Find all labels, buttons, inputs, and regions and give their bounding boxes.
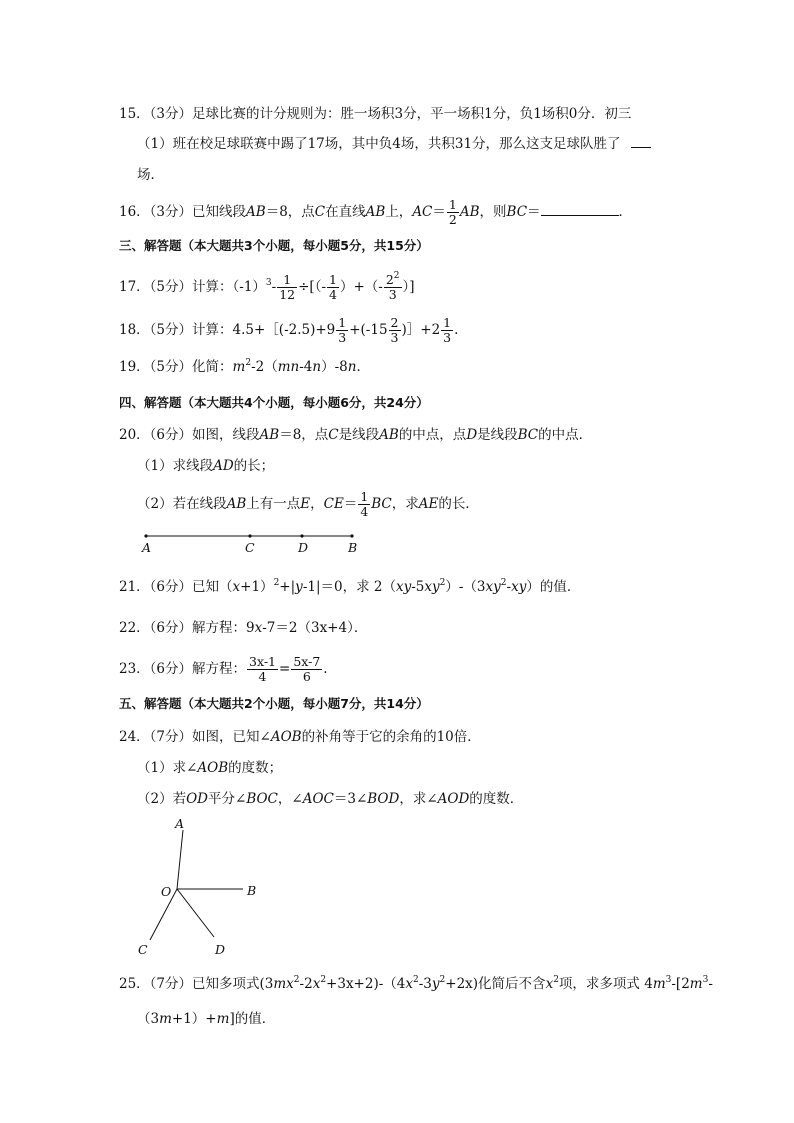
denominator: 6: [302, 669, 311, 684]
math-var: CE: [323, 496, 344, 512]
math-var: AD: [213, 458, 234, 474]
q20-text: 20．（6分）如图，线段: [119, 427, 260, 443]
q17-text: ÷[（-: [298, 279, 327, 295]
q24-text: （2）若: [137, 791, 187, 807]
math-var: xy: [424, 579, 440, 595]
fraction: [327, 273, 339, 302]
math-var: x: [312, 976, 321, 992]
q21-text: -5: [411, 579, 425, 595]
q23-text: =: [279, 661, 291, 677]
q16-text: ．: [618, 204, 633, 220]
q21-text: +1）: [240, 579, 274, 595]
section-5-heading: 五、解答题（本大题共2个小题，每小题7分，共14分）: [119, 696, 429, 711]
q18-text: )］+2: [401, 322, 441, 338]
math-var: AB: [379, 427, 399, 443]
math-var: x: [545, 976, 554, 992]
math-var: mn: [277, 359, 300, 375]
math-var: n: [312, 359, 322, 375]
math-var: AOB: [270, 729, 302, 745]
label-d: D: [215, 942, 226, 957]
q25-text: -2: [299, 976, 313, 992]
q21-text: 21．（6分）已知（: [119, 579, 233, 595]
denominator: 2: [448, 212, 457, 227]
exponent: 3: [265, 278, 272, 288]
math-var: OD: [186, 791, 208, 807]
question-21: [119, 577, 580, 597]
q23-text: 23．（6分）解方程：: [119, 661, 247, 677]
question-25-line-1: [119, 974, 713, 994]
q25-text: -[2: [671, 976, 690, 992]
numerator: 2: [390, 315, 399, 330]
exponent: 2: [439, 975, 446, 985]
q17-text: ）+（-: [339, 279, 383, 295]
denominator: 3: [390, 330, 399, 345]
exponent: 2: [439, 578, 446, 588]
fraction: [384, 273, 402, 302]
math-var: AE: [418, 496, 439, 512]
math-var: BOC: [246, 791, 278, 807]
math-var: y: [295, 579, 303, 595]
math-var: x: [405, 976, 414, 992]
angle-figure: [130, 812, 270, 962]
q25-text: 项，求多项式 4: [558, 976, 653, 992]
math-var: m: [232, 359, 246, 375]
math-var: D: [466, 427, 478, 443]
numerator: 1: [277, 273, 297, 288]
q20-text: 的长；: [233, 458, 275, 474]
label-a: A: [142, 540, 152, 555]
question-22: [119, 618, 367, 638]
exponent: 2: [413, 975, 419, 985]
math-var: E: [300, 496, 311, 512]
label-b: B: [247, 883, 257, 898]
q19-text: -2（: [251, 359, 278, 375]
q21-text: -: [506, 579, 512, 595]
fraction: [336, 316, 348, 345]
line-segment-figure: [130, 525, 370, 559]
question-15-line-2: [137, 134, 651, 154]
question-20-line-3: [137, 490, 479, 519]
math-var: AOB: [197, 760, 229, 776]
fraction: [247, 655, 278, 684]
math-var: n: [347, 359, 357, 375]
q16-text: ＝8，点: [265, 204, 315, 220]
math-var: xy: [511, 579, 527, 595]
label-a: A: [175, 816, 185, 831]
numerator: 1: [443, 315, 452, 330]
question-23: [119, 655, 328, 684]
label-b: B: [348, 540, 358, 555]
fraction: [277, 273, 297, 302]
q25-text: ]的值．: [229, 1011, 276, 1027]
q18-text: 18．（5分）计算：4.5+［(-2.5)+9: [119, 322, 336, 338]
numerator: 1: [360, 489, 369, 504]
q25-text: -: [708, 976, 713, 992]
numerator: 5x-7: [293, 654, 321, 669]
denominator: 4: [258, 669, 267, 684]
question-24-line-1: [119, 727, 481, 747]
q24-text: （1）求∠: [137, 760, 198, 776]
math-var: m: [652, 976, 666, 992]
math-var: BOD: [367, 791, 400, 807]
q24-text: 24．（7分）如图，已知∠: [119, 729, 271, 745]
math-var: mx: [273, 976, 294, 992]
math-var: AC: [412, 204, 433, 220]
exponent: 2: [320, 975, 327, 985]
math-var: AOC: [302, 791, 334, 807]
label-o: O: [161, 884, 172, 899]
q20-text: （1）求线段: [137, 458, 214, 474]
math-var: x: [232, 579, 241, 595]
exponent: 2: [500, 578, 507, 588]
q22-text: 22．（6分）解方程：9: [119, 620, 255, 636]
q16-text: ，则: [479, 204, 507, 220]
q22-text: -7＝2（3x+4）．: [262, 620, 368, 636]
label-d: D: [298, 540, 309, 555]
q16-text: ＝: [432, 204, 446, 220]
q18-text: .: [454, 322, 459, 338]
q20-text: 的长．: [438, 496, 479, 512]
q21-text: ）-（3: [445, 579, 486, 595]
fraction: [389, 316, 401, 345]
numerator: 1: [338, 315, 347, 330]
point-a: [144, 534, 147, 537]
q20-text: 上有一点: [246, 496, 301, 512]
math-var: m: [216, 1011, 230, 1027]
answer-blank[interactable]: [631, 147, 651, 148]
numerator: 3x-1: [249, 654, 276, 669]
q16-text: 16．（3分）已知线段: [119, 204, 247, 220]
question-24-line-3: [137, 789, 523, 809]
q17-text: 17．（5分）计算：（-1）: [119, 279, 266, 295]
math-var: BC: [371, 496, 392, 512]
point-c: [248, 534, 251, 537]
exponent: 2: [293, 975, 300, 985]
q16-text: 上，: [385, 204, 413, 220]
math-var: AB: [365, 204, 386, 220]
q16-text: 在直线: [325, 204, 366, 220]
numerator: 1: [329, 272, 337, 287]
denominator: 12: [279, 287, 296, 302]
section-4-heading: 四、解答题（本大题共4个小题，每小题6分，共24分）: [119, 395, 429, 410]
q19-text: ）-8: [321, 359, 348, 375]
math-var: m: [689, 976, 703, 992]
math-var: AOD: [437, 791, 470, 807]
q20-text: ，求: [391, 496, 419, 512]
q21-text: +|: [279, 579, 296, 595]
exponent: 2: [393, 271, 400, 281]
math-var: m: [159, 1011, 172, 1027]
q20-text: （2）若在线段: [137, 496, 227, 512]
math-var: AB: [226, 496, 247, 512]
q25-text: +1）+: [171, 1011, 217, 1027]
q20-text: 是线段: [338, 427, 380, 443]
math-var: AB: [246, 204, 266, 220]
math-var: C: [314, 204, 326, 220]
question-15-line-1: 15．（3分）足球比赛的计分规则为：胜一场积3分，平一场积1分，负1场积0分．初三: [119, 106, 632, 122]
q15-text: （1）班在校足球联赛中踢了17场，其中负4场，共积31分，那么这支足球队胜了: [137, 136, 621, 152]
ray-od: [177, 889, 214, 937]
exponent: 2: [273, 578, 280, 588]
label-c: C: [138, 942, 148, 957]
q19-text: -4: [299, 359, 313, 375]
math-var: C: [328, 427, 339, 443]
denominator: 3: [443, 330, 452, 345]
q19-text: 19．（5分）化简：: [119, 359, 233, 375]
q17-text: ）]: [402, 279, 415, 295]
q20-text: 的中点，点: [398, 427, 467, 443]
q20-text: ，: [310, 496, 324, 512]
q24-text: 的补角等于它的余角的10倍．: [301, 729, 481, 745]
denominator: 3: [338, 330, 347, 345]
q20-text: 的中点．: [538, 427, 593, 443]
question-19: [119, 357, 370, 377]
exponent: 3: [702, 975, 709, 985]
q25-text: +3x+2)-（4: [326, 976, 406, 992]
question-20-line-1: [119, 425, 592, 445]
ray-oa: [177, 830, 183, 889]
answer-blank[interactable]: [541, 215, 619, 216]
q18-text: +(-15: [349, 322, 388, 338]
q25-text: -3: [418, 976, 432, 992]
denominator: 4: [329, 287, 337, 302]
math-var: BC: [506, 204, 528, 220]
numerator: 1: [448, 197, 457, 212]
math-var: x: [254, 620, 263, 636]
math-var: BC: [517, 427, 539, 443]
fraction: [441, 316, 453, 345]
math-var: xy: [485, 579, 501, 595]
fraction: [291, 655, 322, 684]
math-var: AB: [259, 427, 280, 443]
question-20-line-2: [137, 456, 274, 476]
point-b: [350, 534, 353, 537]
math-var: AB: [459, 204, 480, 220]
math-var: y: [431, 976, 440, 992]
q24-text: 的度数；: [228, 760, 283, 776]
q20-text: 是线段: [477, 427, 518, 443]
q19-text: ．: [356, 359, 370, 375]
question-16: [119, 198, 632, 227]
fraction: [358, 490, 370, 519]
question-25-line-2: [137, 1009, 275, 1029]
math-var: xy: [395, 579, 412, 595]
q24-text: ，求∠: [399, 791, 438, 807]
numerator: [384, 273, 402, 288]
q17-text: -: [271, 279, 277, 295]
q24-text: 的度数．: [469, 791, 524, 807]
exponent: 2: [245, 358, 252, 368]
fraction: [447, 198, 459, 227]
q25-text: （3: [137, 1011, 160, 1027]
section-3-heading: 三、解答题（本大题共3个小题，每小题5分，共15分）: [119, 238, 429, 253]
q24-text: 平分∠: [208, 791, 247, 807]
q16-text: ＝: [527, 204, 541, 220]
q23-text: .: [323, 661, 328, 677]
q21-text: ）的值．: [526, 579, 581, 595]
question-18: [119, 316, 458, 345]
denominator: 4: [360, 504, 369, 519]
label-c: C: [245, 540, 255, 555]
question-17: [119, 273, 415, 302]
exponent: 3: [665, 975, 672, 985]
denominator: 3: [388, 287, 397, 302]
q21-text: -1|＝0，求 2（: [302, 579, 396, 595]
q20-text: ＝: [343, 496, 358, 512]
q20-text: ＝8，点: [279, 427, 329, 443]
q24-text: ，∠: [277, 791, 303, 807]
exponent: 2: [553, 975, 559, 985]
question-24-line-2: [137, 758, 282, 778]
question-15-line-3: 场．: [137, 167, 164, 183]
q25-text: 25．（7分）已知多项式(3: [119, 976, 274, 992]
point-d: [300, 534, 303, 537]
q25-text: +2x)化简后不含: [445, 976, 546, 992]
numerator-base: 2: [385, 272, 394, 287]
q24-text: ＝3∠: [333, 791, 368, 807]
